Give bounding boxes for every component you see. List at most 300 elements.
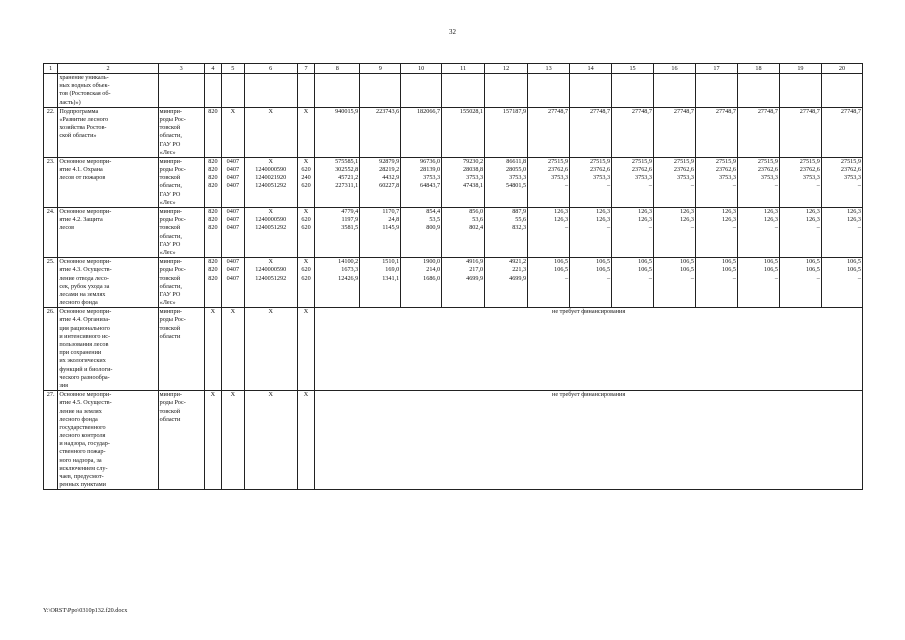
value: 126,3 xyxy=(554,216,569,224)
value: 3753,3 xyxy=(676,174,694,182)
value-cell xyxy=(315,157,360,207)
value: 27515,9 xyxy=(673,157,694,165)
column-number: 1 xyxy=(44,64,58,74)
cell-line: «Лес» xyxy=(159,198,176,206)
cell-line: ГАУ РО xyxy=(159,290,181,298)
value: 23762,6 xyxy=(715,166,736,174)
value: – xyxy=(732,182,736,190)
value-cell xyxy=(612,107,654,157)
value: 4779,4 xyxy=(341,208,359,215)
value-cell xyxy=(570,208,612,258)
value: 820 xyxy=(208,157,218,165)
executor xyxy=(158,157,204,207)
value-cell xyxy=(695,107,737,157)
value: 24,8 xyxy=(388,216,400,224)
empty-cell xyxy=(244,74,297,108)
empty-cell xyxy=(695,74,737,108)
value: 3753,3 xyxy=(593,174,611,182)
value: 0407 xyxy=(226,216,240,224)
column-number: 20 xyxy=(821,64,862,74)
value-cell xyxy=(821,258,862,308)
value: 126,3 xyxy=(596,216,611,224)
cell-line: ного надзора, за xyxy=(59,456,102,464)
cell-line: «Лес» xyxy=(159,248,176,256)
value: 940015,9 xyxy=(335,107,359,115)
code-cell: X xyxy=(204,391,221,490)
value-cell xyxy=(222,208,245,258)
value: 27515,9 xyxy=(799,157,820,165)
value: 126,3 xyxy=(722,208,736,215)
value: 106,5 xyxy=(596,266,611,274)
value-cell xyxy=(570,157,612,207)
value: 106,5 xyxy=(805,266,820,274)
table-row xyxy=(44,208,863,258)
cell-line: «Лес» xyxy=(159,148,176,156)
value-cell xyxy=(442,157,485,207)
cell-line: Основное меропри- xyxy=(59,157,112,165)
value: 1170,7 xyxy=(382,208,400,215)
value: – xyxy=(648,224,653,232)
cell-line: области, xyxy=(159,282,182,290)
value-cell xyxy=(360,258,401,308)
cell-line: исключением слу- xyxy=(59,464,108,472)
value: 620 xyxy=(301,166,311,174)
value-cell xyxy=(612,157,654,207)
executor xyxy=(158,308,204,391)
value-cell xyxy=(821,157,862,207)
value: – xyxy=(648,182,653,190)
financing-note: не требует финансирования xyxy=(315,391,863,490)
value: – xyxy=(606,224,611,232)
value: X xyxy=(268,208,273,215)
value: 23762,6 xyxy=(589,166,611,174)
value-cell xyxy=(315,107,360,157)
executor xyxy=(158,107,204,157)
code-cell: X xyxy=(297,308,314,391)
value: 106,5 xyxy=(764,258,778,266)
code-cell: X xyxy=(222,391,245,490)
value: 4916,9 xyxy=(466,258,484,266)
empty-cell xyxy=(779,74,821,108)
cell-line: чаев, предусмот- xyxy=(59,473,104,480)
empty-cell xyxy=(401,74,442,108)
value: X xyxy=(268,157,273,165)
value: 0407 xyxy=(226,258,240,266)
code-cell: X xyxy=(222,308,245,391)
cell-line: лесов от пожаров xyxy=(59,174,106,182)
value: 1240051292 xyxy=(255,224,287,232)
column-number: 10 xyxy=(401,64,442,74)
value: 27748,7 xyxy=(547,107,569,115)
cell-line: области, xyxy=(159,182,182,190)
measure-name xyxy=(58,391,158,490)
value: 1240051292 xyxy=(255,182,287,190)
value-cell xyxy=(222,107,245,157)
value: – xyxy=(690,224,694,232)
value-cell xyxy=(654,258,696,308)
value: 126,3 xyxy=(722,216,736,224)
value-cell xyxy=(695,258,737,308)
cell-line: лесов xyxy=(59,224,75,232)
value: 47438,1 xyxy=(463,182,484,190)
empty-cell xyxy=(485,74,528,108)
value: 27515,9 xyxy=(589,157,611,165)
value: – xyxy=(606,274,611,282)
cell-line: ГАУ РО xyxy=(159,140,181,148)
column-number: 12 xyxy=(485,64,528,74)
value: 1673,3 xyxy=(341,266,359,274)
value: – xyxy=(857,182,861,190)
value: 126,3 xyxy=(805,208,820,215)
cell-line: ской области» xyxy=(59,132,97,140)
cell-line: ятие 4.3. Осуществ- xyxy=(59,266,112,274)
empty-cell xyxy=(821,74,862,108)
code-cell: X xyxy=(297,391,314,490)
value: 27748,7 xyxy=(631,107,653,115)
value: 820 xyxy=(208,274,218,282)
cell-line: лесного фонда xyxy=(59,415,98,423)
value: 106,5 xyxy=(554,258,569,266)
value: 23762,6 xyxy=(757,166,778,174)
value: 620 xyxy=(301,224,311,232)
budget-table xyxy=(43,63,863,490)
code-cell: X xyxy=(244,308,297,391)
cell-line: минпри- xyxy=(159,157,182,165)
code-cell: X xyxy=(204,308,221,391)
value-cell xyxy=(821,107,862,157)
value: 3753,3 xyxy=(466,174,484,182)
value-cell xyxy=(528,107,570,157)
cell-line: области, xyxy=(159,132,182,140)
value-cell xyxy=(821,208,862,258)
value: 802,4 xyxy=(469,224,484,232)
cell-line: области, xyxy=(159,232,182,240)
column-number: 5 xyxy=(222,64,245,74)
empty-cell xyxy=(158,74,204,108)
value: – xyxy=(857,224,861,232)
column-number: 15 xyxy=(612,64,654,74)
value: 240 xyxy=(301,174,311,182)
cell-line: сек, рубок ухода за xyxy=(59,282,110,290)
cell-line: лесного фонда xyxy=(59,299,98,307)
row-number: 24. xyxy=(44,208,58,258)
value: – xyxy=(606,182,611,190)
value-cell xyxy=(297,107,314,157)
measure-name xyxy=(58,308,158,391)
value-cell xyxy=(244,258,297,308)
continuation-row xyxy=(44,74,863,108)
value-cell xyxy=(315,258,360,308)
value: 832,3 xyxy=(512,224,527,232)
value-cell xyxy=(204,107,221,157)
column-number: 6 xyxy=(244,64,297,74)
value: 126,3 xyxy=(638,208,653,215)
value: 0407 xyxy=(226,274,240,282)
value: 1197,9 xyxy=(341,216,359,224)
value: 27515,9 xyxy=(715,157,736,165)
value: X xyxy=(303,107,309,115)
empty-cell xyxy=(737,74,779,108)
cell-line: роды Рос- xyxy=(159,316,186,324)
column-number: 17 xyxy=(695,64,737,74)
cell-line: ятие 4.4. Организа- xyxy=(59,316,111,324)
value: 27748,7 xyxy=(673,107,694,115)
value: 106,5 xyxy=(805,258,820,266)
value-cell xyxy=(442,208,485,258)
value: 820 xyxy=(208,216,218,224)
value: 0407 xyxy=(226,208,240,215)
measure-name xyxy=(58,107,158,157)
value: 27515,9 xyxy=(547,157,569,165)
value: 12426,9 xyxy=(338,274,359,282)
value: 182066,7 xyxy=(416,107,441,115)
value: 126,3 xyxy=(680,216,694,224)
value: 575585,1 xyxy=(335,157,359,165)
table-row xyxy=(44,107,863,157)
value: 14100,2 xyxy=(338,258,359,266)
value-cell xyxy=(485,157,528,207)
value: 1145,9 xyxy=(382,224,400,232)
cell-line: при сохранении xyxy=(59,349,102,357)
value: – xyxy=(816,182,820,190)
value: 106,5 xyxy=(764,266,778,274)
value: 86611,8 xyxy=(506,157,527,165)
value-cell xyxy=(222,258,245,308)
cell-line: хозяйства Ростов- xyxy=(59,124,107,132)
value: X xyxy=(268,107,273,115)
value: 27515,9 xyxy=(757,157,778,165)
measure-name xyxy=(58,258,158,308)
value: 820 xyxy=(208,266,218,274)
financing-note: не требует финансирования xyxy=(315,308,863,391)
value: 4699,9 xyxy=(509,274,527,282)
value: – xyxy=(816,224,820,232)
value: 27748,7 xyxy=(715,107,736,115)
value-cell xyxy=(401,208,442,258)
cell-line: минпри- xyxy=(159,258,182,266)
cell-line: товской xyxy=(159,224,181,232)
value: – xyxy=(732,274,736,282)
value-cell xyxy=(737,157,779,207)
cell-line: товской xyxy=(159,324,181,332)
value: 1686,0 xyxy=(423,274,441,282)
value: 106,5 xyxy=(638,258,653,266)
value: 126,3 xyxy=(847,208,861,215)
empty-cell xyxy=(297,74,314,108)
cell-line: тов (Ростовская об- xyxy=(59,90,111,98)
value-cell xyxy=(360,208,401,258)
value: 23762,6 xyxy=(631,166,653,174)
value: 126,3 xyxy=(596,208,611,215)
value-cell xyxy=(204,258,221,308)
value-cell xyxy=(401,107,442,157)
value-cell xyxy=(612,208,654,258)
value: 620 xyxy=(301,274,311,282)
value-cell xyxy=(654,107,696,157)
cell-line: «Развитие лесного xyxy=(59,115,109,123)
row-number: 22. xyxy=(44,107,58,157)
value: 28038,8 xyxy=(463,166,484,174)
cell-line: Основное меропри- xyxy=(59,391,112,399)
code-cell: X xyxy=(244,391,297,490)
column-number: 13 xyxy=(528,64,570,74)
value: 27748,7 xyxy=(757,107,778,115)
cell-line: минпри- xyxy=(159,208,182,215)
value: 23762,6 xyxy=(673,166,694,174)
value: 3753,3 xyxy=(843,174,861,182)
value: 55,6 xyxy=(515,216,527,224)
cell-line: ление отвода лесо- xyxy=(59,274,109,282)
cell-line: лесами на землях xyxy=(59,290,106,298)
value: – xyxy=(774,224,778,232)
value: 3753,3 xyxy=(718,174,736,182)
cell-line: роды Рос- xyxy=(159,115,186,123)
footer-file-path: Y:\ORST\Ppo\0310p132.f20.docx xyxy=(43,607,128,614)
column-number: 11 xyxy=(442,64,485,74)
column-number: 3 xyxy=(158,64,204,74)
value: 64843,7 xyxy=(420,182,441,190)
value-cell xyxy=(360,157,401,207)
value: 4699,9 xyxy=(466,274,484,282)
cell-line: хранение уникаль- xyxy=(59,74,109,81)
value: 126,3 xyxy=(638,216,653,224)
cell-line: области xyxy=(159,332,181,340)
value-cell xyxy=(244,208,297,258)
empty-cell xyxy=(528,74,570,108)
value: 227311,1 xyxy=(335,182,359,190)
cell-line: области xyxy=(159,415,181,423)
value: 0407 xyxy=(226,182,240,190)
cell-line: государственного xyxy=(59,423,106,431)
value: 620 xyxy=(301,216,311,224)
value: 155028,1 xyxy=(459,107,484,115)
value: 1240000590 xyxy=(255,266,287,274)
value: 820 xyxy=(208,224,218,232)
value-cell xyxy=(244,107,297,157)
value: – xyxy=(774,274,778,282)
table-row xyxy=(44,391,863,490)
value: 53,6 xyxy=(472,216,484,224)
cell-line: товской xyxy=(159,124,181,132)
executor xyxy=(158,208,204,258)
value: 217,0 xyxy=(469,266,484,274)
value: 92879,9 xyxy=(379,157,400,165)
value: 27515,9 xyxy=(840,157,861,165)
column-number: 19 xyxy=(779,64,821,74)
value-cell xyxy=(737,208,779,258)
value: 126,3 xyxy=(805,216,820,224)
cell-line: и надзора, государ- xyxy=(59,440,110,448)
value: 169,0 xyxy=(385,266,400,274)
value-cell xyxy=(695,157,737,207)
value: 28139,0 xyxy=(420,166,441,174)
value: 820 xyxy=(208,107,218,115)
cell-line: Подпрограмма xyxy=(59,107,99,115)
value: 157187,9 xyxy=(502,107,527,115)
value: X xyxy=(303,258,309,266)
value: 1240000590 xyxy=(255,166,287,174)
value: 79230,2 xyxy=(463,157,484,165)
value-cell xyxy=(779,258,821,308)
value-cell xyxy=(297,258,314,308)
cell-line: зия xyxy=(59,381,68,389)
value: 214,0 xyxy=(426,266,441,274)
value: – xyxy=(857,274,861,282)
value: 856,0 xyxy=(469,208,484,215)
column-number: 9 xyxy=(360,64,401,74)
value: 3581,5 xyxy=(341,224,359,232)
value: 1510,1 xyxy=(382,258,400,266)
row-number: 23. xyxy=(44,157,58,207)
empty-cell xyxy=(222,74,245,108)
value-cell xyxy=(612,258,654,308)
value-cell xyxy=(779,208,821,258)
value: 53,5 xyxy=(429,216,441,224)
value: 302552,8 xyxy=(335,166,359,174)
value: 106,5 xyxy=(847,258,861,266)
table-row xyxy=(44,258,863,308)
cell-line: ственного пожар- xyxy=(59,448,106,456)
row-number-cell xyxy=(44,74,58,108)
value: 1240000590 xyxy=(255,216,287,224)
column-number-row xyxy=(44,64,863,74)
value-cell xyxy=(401,258,442,308)
value: 620 xyxy=(301,266,311,274)
cell-line: лесного контроля xyxy=(59,432,106,440)
value: – xyxy=(564,274,569,282)
empty-cell xyxy=(654,74,696,108)
table-row xyxy=(44,157,863,207)
row-number: 27. xyxy=(44,391,58,490)
value-cell xyxy=(204,208,221,258)
value: – xyxy=(648,274,653,282)
value: 223743,6 xyxy=(376,107,400,115)
cell-line: минпри- xyxy=(159,308,182,316)
value: 3753,3 xyxy=(551,174,569,182)
value-cell xyxy=(779,107,821,157)
value: 126,3 xyxy=(554,208,569,215)
value: 28219,2 xyxy=(379,166,400,174)
value: 0407 xyxy=(226,157,240,165)
value: 23762,6 xyxy=(799,166,820,174)
column-number: 16 xyxy=(654,64,696,74)
value: 3753,3 xyxy=(802,174,820,182)
cell-line: и интенсивного ис- xyxy=(59,332,111,340)
value: 126,3 xyxy=(764,208,778,215)
value: 0407 xyxy=(226,174,240,182)
cell-line: роды Рос- xyxy=(159,216,186,224)
value: 27748,7 xyxy=(840,107,861,115)
value: 54801,5 xyxy=(506,182,527,190)
value-cell xyxy=(528,258,570,308)
value-cell xyxy=(695,208,737,258)
empty-cell xyxy=(204,74,221,108)
value: 96736,0 xyxy=(420,157,441,165)
value-cell xyxy=(204,157,221,207)
value: 126,3 xyxy=(847,216,861,224)
value: 106,5 xyxy=(596,258,611,266)
page-number: 32 xyxy=(449,28,456,36)
value: 620 xyxy=(301,182,311,190)
value: 3753,3 xyxy=(509,174,527,182)
value: – xyxy=(774,182,778,190)
value-cell xyxy=(528,208,570,258)
value: 45721,2 xyxy=(338,174,359,182)
value: 1240021920 xyxy=(255,174,287,182)
value-cell xyxy=(244,157,297,207)
cell-line: товской xyxy=(159,274,181,282)
value: – xyxy=(564,182,569,190)
